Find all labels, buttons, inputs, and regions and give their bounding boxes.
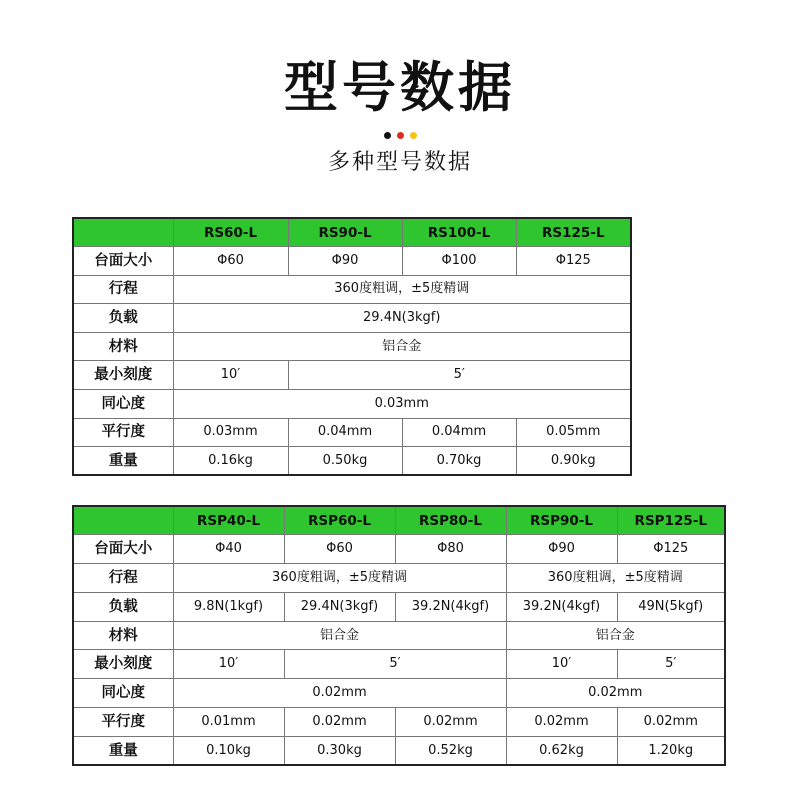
table-cell: 39.2N(4kgf) (506, 592, 617, 621)
table-cell: Φ125 (516, 247, 631, 276)
table-row (73, 247, 631, 276)
model-header: RSP40-L (173, 506, 284, 535)
row-label: 平行度 (73, 418, 173, 447)
table-cell: 0.02mm (284, 708, 395, 737)
table-row (73, 592, 725, 621)
row-label: 重量 (73, 447, 173, 476)
table-cell: 360度粗调，±5度精调 (173, 564, 506, 593)
row-label: 平行度 (73, 708, 173, 737)
model-header: RSP90-L (506, 506, 617, 535)
dot-red (397, 132, 404, 139)
table-header-row (73, 506, 725, 535)
table-row (73, 332, 631, 361)
row-label: 同心度 (73, 390, 173, 419)
table-cell: 39.2N(4kgf) (395, 592, 506, 621)
table-row (73, 535, 725, 564)
table-cell: 0.10kg (173, 736, 284, 765)
row-label: 台面大小 (73, 535, 173, 564)
table-cell: Φ100 (402, 247, 516, 276)
model-header: RS100-L (402, 218, 516, 247)
table-cell: 0.01mm (173, 708, 284, 737)
spec-table-rsp (72, 505, 726, 766)
table-cell: 0.03mm (173, 390, 631, 419)
table-row (73, 390, 631, 419)
table-row (73, 650, 725, 679)
table-cell: Φ90 (506, 535, 617, 564)
table-cell: 0.16kg (173, 447, 288, 476)
table-cell: 29.4N(3kgf) (284, 592, 395, 621)
table-cell: 0.02mm (395, 708, 506, 737)
row-label: 行程 (73, 564, 173, 593)
table-cell: 10′ (506, 650, 617, 679)
row-label: 最小刻度 (73, 361, 173, 390)
header-corner (73, 506, 173, 535)
model-header: RS125-L (516, 218, 631, 247)
table-row (73, 708, 725, 737)
table-cell: 10′ (173, 650, 284, 679)
header-corner (73, 218, 173, 247)
table-cell: 铝合金 (173, 621, 506, 650)
table-row (73, 447, 631, 476)
row-label: 台面大小 (73, 247, 173, 276)
table-cell: 10′ (173, 361, 288, 390)
table-cell: 360度粗调，±5度精调 (173, 275, 631, 304)
table-cell: 9.8N(1kgf) (173, 592, 284, 621)
table-cell: Φ40 (173, 535, 284, 564)
table-cell: 29.4N(3kgf) (173, 304, 631, 333)
table-cell: 0.04mm (402, 418, 516, 447)
decorative-dots (0, 130, 800, 139)
table-row (73, 621, 725, 650)
table-row (73, 275, 631, 304)
table-cell: Φ90 (288, 247, 402, 276)
row-label: 负载 (73, 304, 173, 333)
table-row (73, 304, 631, 333)
table-row (73, 679, 725, 708)
table-cell: 0.02mm (173, 679, 506, 708)
table-cell: 0.04mm (288, 418, 402, 447)
page-subtitle: 多种型号数据 (327, 150, 472, 175)
table-cell: 360度粗调，±5度精调 (506, 564, 725, 593)
model-header: RSP125-L (617, 506, 725, 535)
table-row (73, 418, 631, 447)
table-cell: Φ60 (173, 247, 288, 276)
dot-black (384, 132, 391, 139)
row-label: 负载 (73, 592, 173, 621)
model-header: RSP80-L (395, 506, 506, 535)
spec-table-rs (72, 217, 632, 476)
row-label: 同心度 (73, 679, 173, 708)
table-cell: 0.30kg (284, 736, 395, 765)
table-row (73, 736, 725, 765)
model-header: RSP60-L (284, 506, 395, 535)
table-cell: 0.62kg (506, 736, 617, 765)
table-cell: 5′ (288, 361, 631, 390)
table-cell: 铝合金 (173, 332, 631, 361)
table-header-row (73, 218, 631, 247)
table-cell: 1.20kg (617, 736, 725, 765)
table-cell: 0.50kg (288, 447, 402, 476)
table-cell: Φ125 (617, 535, 725, 564)
table-cell: 0.02mm (506, 679, 725, 708)
table-cell: 铝合金 (506, 621, 725, 650)
table-cell: 0.05mm (516, 418, 631, 447)
table-cell: 49N(5kgf) (617, 592, 725, 621)
model-header: RS90-L (288, 218, 402, 247)
table-cell: 0.03mm (173, 418, 288, 447)
table-cell: 0.52kg (395, 736, 506, 765)
table-cell: Φ60 (284, 535, 395, 564)
dot-yellow (410, 132, 417, 139)
table-row (73, 564, 725, 593)
table-cell: 5′ (617, 650, 725, 679)
model-header: RS60-L (173, 218, 288, 247)
table-cell: 5′ (284, 650, 506, 679)
table-cell: 0.90kg (516, 447, 631, 476)
table-cell: Φ80 (395, 535, 506, 564)
row-label: 行程 (73, 275, 173, 304)
row-label: 重量 (73, 736, 173, 765)
table-cell: 0.70kg (402, 447, 516, 476)
page-title: 型号数据 (284, 56, 516, 119)
row-label: 材料 (73, 621, 173, 650)
table-cell: 0.02mm (506, 708, 617, 737)
row-label: 最小刻度 (73, 650, 173, 679)
row-label: 材料 (73, 332, 173, 361)
table-cell: 0.02mm (617, 708, 725, 737)
table-row (73, 361, 631, 390)
